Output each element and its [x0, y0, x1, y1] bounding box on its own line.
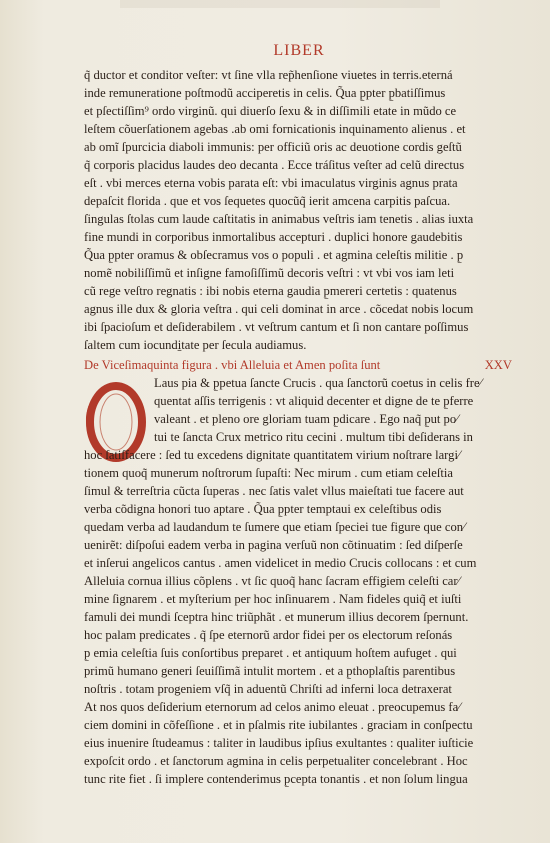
text-line: expoſcit ordo . et ſanctorum agmina in celis perpetualiter concelebrant . Hoc — [84, 754, 468, 768]
chapter-heading-text: De Viceſimaquinta figura . vbi Alleluia et Amen poſita ſunt — [84, 358, 381, 372]
text-line: ibi ſpacioſum et deſiderabilem . vt veſtrum cantum et ſi non cantare poſſimus — [84, 320, 469, 334]
text-line: ciem domini in cõfeſſione . et in pſalmis rite iubilantes . graciam in conſpectu — [84, 718, 473, 732]
text-line: famuli dei mundi ſceptra hinc triũphãt . et munerum illius decorem ſpernunt. — [84, 610, 469, 624]
text-line: tui te ſancta Crux metrico ritu cecini . multum tibi deſiderans in — [154, 430, 473, 444]
text-line: ſingulas ſtolas cum laude caſtitatis in animabus veſtris iam tenetis . alias iuxta — [84, 212, 474, 226]
text-line: p̱ emia celeſtia ſuis conſortibus preparet . et antiquum hoſtem aufuget . qui — [84, 646, 457, 660]
page-header — [0, 42, 550, 60]
text-line: et inſerui angelicos cantus . amen videlicet in medio Crucis collocans : et cum — [84, 556, 477, 570]
running-title: LIBER — [273, 42, 325, 59]
text-line: cũ rege veſtro regnatis : ibi nobis eterna gaudia p̱mereri certetis : quatenus — [84, 284, 457, 298]
text-line: Alleluia cornua illius cõplens . vt ſic quoq̃ hanc ſacram effigiem celeſti car⁄ — [84, 574, 460, 588]
text-line: hoc ſatiſfacere : ſed tu excedens dignitate quantitatem virium noſtrare largi⁄ — [84, 448, 461, 462]
text-line: inde remuneratione poſtmodũ acciperetis in celis. Q̃ua p̱pter p̱batiſſimus — [84, 86, 446, 100]
text-line: primũ humano generi ſeuiſſimã intulit mortem . et a p̱thoplaſtis parentibus — [84, 664, 456, 678]
text-line: ab omĩ ſpurcicia diaboli immunis: per officiũ oris ac deuotione cordis geſtũ — [84, 140, 462, 154]
text-line: depaſcit florida . que et vos ſequetes quocũq̃ ierit amcena carpitis paſcua. — [84, 194, 451, 208]
text-line: ſimul & terreſtria cũcta ſuperas . nec ſatis valet vllus maieſtati tue facere aut — [84, 484, 464, 498]
text-line: Laus pia & p̱petua ſancte Crucis . qua ſanctorũ coetus in celis fre⁄ — [154, 376, 482, 390]
text-line: quentat aſſis terrigenis : vt aliquid decenter et digne de te p̱ferre — [154, 394, 474, 408]
text-line: eſt . vbi merces eterna vobis parata eſt: vbi imaculatus virginis agnus prata — [84, 176, 458, 190]
page-stain — [120, 0, 440, 8]
text-line: nomẽ nobiliſſimũ et inſigne famoſiſſimũ decoris veſtri : vt vbi vos iam leti — [84, 266, 455, 280]
text-line: ſaltem cum iocundi̱tate per ſecula audiamus. — [84, 338, 307, 352]
text-line: fine mundi in corporibus inmortalibus accepturi . duplici honore gaudebitis — [84, 230, 463, 244]
text-line: et pſectiſſim⁹ ordo virginũ. qui diuerſo ſexu & in diſſimili etate in mũdo ce — [84, 104, 457, 118]
text-line: verba cõdigna honori tuo aptare . Q̃ua p̱pter temptaui ex celeſtibus odis — [84, 502, 442, 516]
text-line: q̃ corporis placidus laudes deo decanta . Ecce tráſitus veſter ad celũ directus — [84, 158, 465, 172]
text-line: q̃ ductor et conditor veſter: vt ſine vlla rep̃henſione viuetes in terris.eterná — [84, 68, 453, 82]
text-line: uenirẽt: diſpoſui eadem verba in pagina verſuũ non cõtinuatim : ſed diſperſe — [84, 538, 463, 552]
text-line: Q̃ua p̱pter oramus & obſecramus vos o populi . et agmina celeſtis militie . p̱ — [84, 248, 464, 262]
text-line: agnus ille dux & gloria veſtra . qui celi dominat in arce . cõcedat nobis locum — [84, 302, 474, 316]
text-line: mine ſignarem . et myſterium per hoc inſinuarem . Nam fideles quiq̃ et iuſti — [84, 592, 462, 606]
chapter-heading — [84, 358, 532, 373]
text-line: eius inuenire ſtudeamus : taliter in laudibus ipſius exultantes : qualiter iuſticie — [84, 736, 474, 750]
text-line: hoc palam predicates . q̃ ſpe eternorũ ardor fidei per os electorum reſonás — [84, 628, 453, 642]
text-line: At nos quos deſiderium eternorum ad celos animo eleuat . preocupemus fa⁄ — [84, 700, 461, 714]
text-line: tunc rite fiet . ſi implere contenderimus p̱cepta tonantis . et non ſolum lingua — [84, 772, 468, 786]
text-line: quedam verba ad laudandum te ſumere que etiam ſpeciei tue figure que con⁄ — [84, 520, 466, 534]
text-line: tionem quoq̃ munerum noſtrorum ſupaſti: Nec mirum . cum etiam celeſtia — [84, 466, 453, 480]
text-line: noſtris . totam progeniem vſq̃ in aduentũ Chriſti ad inferni loca detraxerat — [84, 682, 452, 696]
text-line: valeant . et pleno ore gloriam tuam p̱dicare . Ego naq̃ p̱ut po⁄ — [154, 412, 459, 426]
chapter-number: XXV — [484, 358, 512, 372]
text-line: leſtem cõuerſationem agebas .ab omi fornicationis inquinamento alienus . et — [84, 122, 466, 136]
